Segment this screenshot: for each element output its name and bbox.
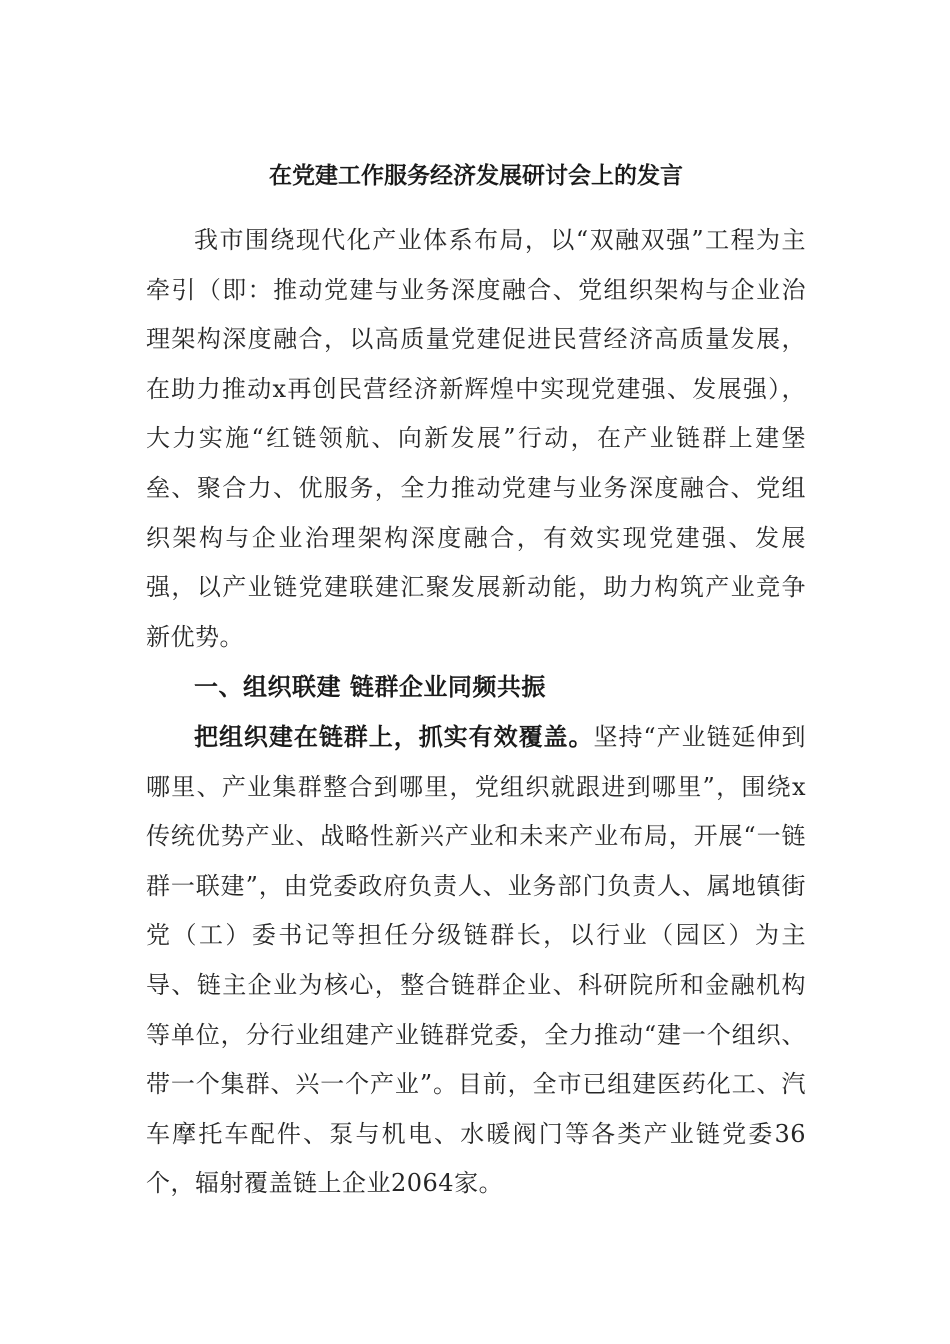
document-body (146, 216, 806, 1209)
section-lead-sentence: 把组织建在链群上，抓实有效覆盖。 (194, 721, 594, 751)
section-heading: 一、组织联建 链群企业同频共振 (194, 672, 546, 702)
section-paragraph (146, 712, 806, 1209)
document-title: 在党建工作服务经济发展研讨会上的发言 (269, 162, 683, 189)
intro-paragraph: 我市围绕现代化产业体系布局，以“双融双强”工程为主牵引（即：推动党建与业务深度融合、党组织架构与企业治理架构深度融合，以高质量党建促进民营经济高质量发展，在助力推动x再创民营经济新辉煌中实现党建强、发展强），大力实施“红链领航、向新发展”行动，在产业链群上建堡垒、聚合力、优服务，全力推动党建与业务深度融合、党组织架构与企业治理架构深度融合，有效实现党建强、发展强，以产业链党建联建汇聚发展新动能，助力构筑产业竞争新优势。 (146, 226, 806, 651)
section-paragraph-text: 坚持“产业链延伸到哪里、产业集群整合到哪里，党组织就跟进到哪里”，围绕x传统优势产业、战略性新兴产业和未来产业布局，开展“一链群一联建”，由党委政府负责人、业务部门负责人、属地镇街党（工）委书记等担任分级链群长，以行业（园区）为主导、链主企业为核心，整合链群企业、科研院所和金融机构等单位，分行业组建产业链群党委，全力推动“建一个组织、带一个集群、兴一个产业”。目前，全市已组建医药化工、汽车摩托车配件、泵与机电、水暖阀门等各类产业链党委36个，辐射覆盖链上企业2064家。 (146, 722, 806, 1198)
